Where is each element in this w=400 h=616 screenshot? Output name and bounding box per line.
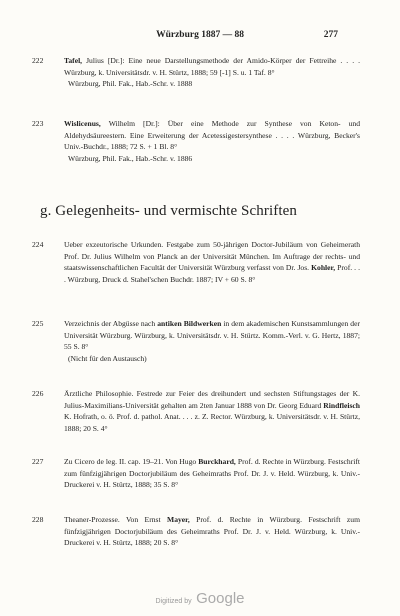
entry-text-pre: Zu Cicero de leg. II. cap. 19–21. Von Hugo — [64, 457, 197, 466]
entry-text-post: Prof. d. Rechte in Würzburg. Festschrift zum fünfzigjährigen Doctorjubiläum des Geheimraths Prof. Dr. J. v. Held. Würzburg, k. Univ.-Druckerei v. H. Stürtz, 1888; 35 S. 8° — [64, 457, 360, 490]
entry-225 — [32, 318, 360, 364]
entry-number: 228 — [32, 515, 44, 524]
entry-author: antiken Bildwerken — [157, 319, 222, 328]
entry-author: Wislicenus, — [64, 119, 101, 128]
google-watermark — [0, 590, 400, 608]
entry-body — [40, 318, 360, 353]
entry-text-pre: Theaner-Prozesse. Von Ernst — [64, 515, 161, 524]
entry-body — [40, 118, 360, 153]
entry-text-post: Prof. d. Rechte in Würzburg. Festschrift zum fünfzigjährigen Doctorjubiläum des Geheimraths Prof. Dr. J. v. Held. Würzburg, k. Univ.-Druckerei v. H. Stürtz, 1888; 20 S. 8° — [64, 515, 360, 548]
entry-224 — [32, 239, 360, 285]
entry-number: 223 — [32, 119, 44, 128]
entry-author: Kohler, — [311, 263, 336, 273]
entry-author: Burckhard, — [198, 457, 236, 466]
entry-text: Julius [Dr.]: Eine neue Darstellungsmethode der Amido-Körper der Fettreihe . . . . Würzburg, k. Universitätsdr. v. H. Stürtz, 1888; 59 [-1] S. u. 1 Taf. 8° — [64, 56, 360, 77]
entry-number: 222 — [32, 56, 44, 65]
entry-number: 224 — [32, 240, 44, 249]
entry-note: (Nicht für den Austausch) — [68, 353, 147, 363]
entry-number: 226 — [32, 389, 44, 398]
entry-text: Wilhelm [Dr.]: Über eine Methode zur Synthese von Keton- und Aldehydsäureestern. Eine Erweiterung der Acetessigestersynthese . . . . Würzburg, Becker's Univ.-Buchdr., 1888; 72 S. + 1 Bl. 8° — [64, 119, 360, 152]
page-number: 277 — [323, 30, 338, 40]
entry-228 — [32, 514, 360, 549]
entry-text-post: K. Hofrath, o. ö. Prof. d. pathol. Anat. . . . z. Z. Rector. Würzburg, k. Universitätsdr. v. H. Stürtz, 1888; 20 S. 4° — [64, 412, 360, 433]
google-logo: Google — [196, 590, 245, 607]
entry-number: 225 — [32, 319, 44, 328]
entry-text-post: Prof. . . . Würzburg, Druck d. Stahel'schen Buchdr. 1887; IV + 60 S. 8° — [64, 263, 360, 284]
entry-text-pre: Verzeichnis der Abgüsse nach — [64, 319, 156, 328]
entry-222 — [32, 55, 360, 90]
entry-body — [40, 239, 360, 285]
entry-text-pre: Ärztliche Philosophie. Festrede zur Feier des dreihundert und sechsten Stiftungstages der K. Julius-Maximilians-Universität gehalten am 2ten Januar 1888 von Dr. Georg Eduard — [64, 389, 360, 410]
entry-author: Tafel, — [64, 56, 83, 65]
entry-body — [40, 456, 360, 491]
entry-223 — [32, 118, 360, 164]
digitized-label: Digitized by — [155, 598, 192, 605]
entry-text-pre: Ueber exzeutorische Urkunden. Festgabe zum 50-jährigen Doctor-Jubiläum von Geheimerath Prof. Dr. Julius Wilhelm von Planck an der Universität München. Im Auftrage der rechts- und staatswissenschaftlichen Facultät der Universität Würzburg verfasst von Dr. Jos. — [64, 240, 360, 273]
entry-note: Würzburg, Phil. Fak., Hab.-Schr. v. 1888 — [68, 79, 193, 89]
entry-227 — [32, 456, 360, 491]
page-header — [0, 30, 400, 44]
entry-body — [40, 514, 360, 549]
entry-number: 227 — [32, 457, 44, 466]
entry-body — [40, 55, 360, 78]
running-title: Würzburg 1887 — 88 — [156, 30, 244, 40]
entry-author: Mayer, — [167, 515, 190, 524]
entry-author: Rindfleisch — [323, 400, 360, 410]
entry-body — [40, 388, 360, 434]
section-title: g. Gelegenheits- und vermischte Schriften — [40, 203, 297, 219]
entry-note: Würzburg, Phil. Fak., Hab.-Schr. v. 1886 — [68, 153, 193, 163]
entry-text-post: in dem akademischen Kunstsammlungen der Universität Würzburg. Würzburg, k. Universitätsdr. v. H. Stürtz. Komm.-Verl. v. G. Hertz, 1887; 55 S. 8° — [64, 319, 360, 352]
entry-226 — [32, 388, 360, 434]
